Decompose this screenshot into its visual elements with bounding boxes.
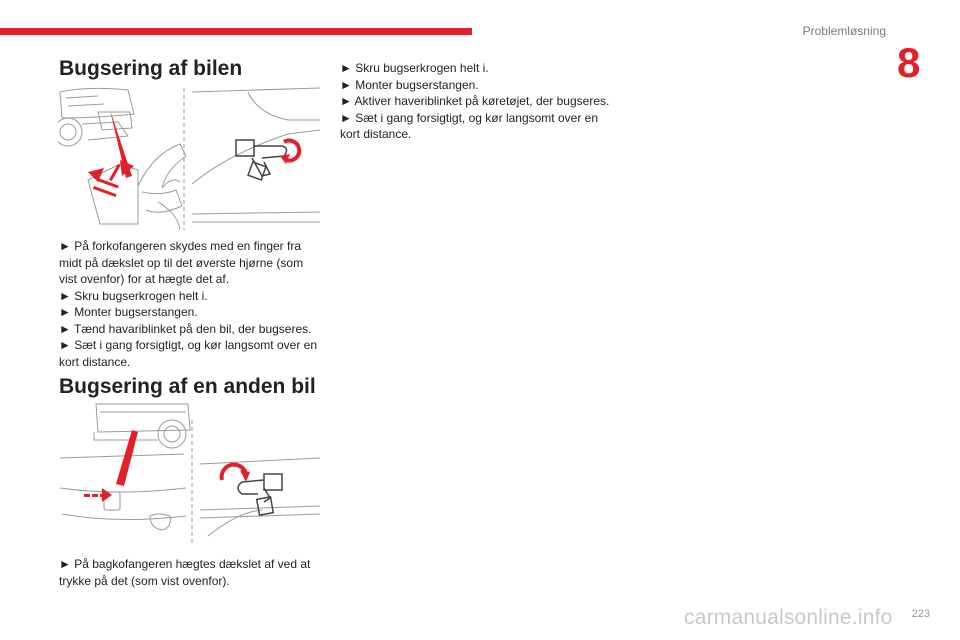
section1-step-2: ► Skru bugserkrogen helt i. [59,288,208,303]
section1-instructions [59,238,324,370]
section1-step-5: ► Sæt i gang forsigtigt, og kør langsomt over en kort distance. [59,338,317,369]
section2-step-1: ► På bagkofangeren hægtes dækslet af ved at trykke på det (som vist ovenfor). [59,557,311,588]
section-title-towing-own-car: Bugsering af bilen [59,57,243,80]
chapter-number: 8 [897,39,921,86]
section-title-towing-other-car: Bugsering af en anden bil [59,375,316,398]
page-number: 223 [911,608,930,620]
column2-step-2: ► Monter bugserstangen. [340,77,479,92]
column2-step-3: ► Aktiver haveriblinket på køretøjet, der bugseres. [340,94,610,108]
section2-instructions [59,556,324,589]
watermark: carmanualsonline.info [684,606,893,629]
column2-step-1: ► Skru bugserkrogen helt i. [340,61,489,75]
column2-instructions [340,60,610,143]
section1-step-1: ► På forkofangeren skydes med en finger fra midt på dækslet op til det øverste hjørne (som vist ovenfor) for at hægte det af. [59,239,304,286]
front-bumper-cover-illustration [58,84,320,232]
section1-step-3: ► Monter bugserstangen. [59,305,198,319]
column2-step-4: ► Sæt i gang forsigtigt, og kør langsomt over en kort distance. [340,110,598,141]
chapter-accent-bar [0,28,472,35]
section1-step-4: ► Tænd havariblinket på den bil, der bugseres. [59,321,312,336]
chapter-title: Problemløsning [802,24,886,38]
rear-bumper-cover-illustration [58,400,320,545]
